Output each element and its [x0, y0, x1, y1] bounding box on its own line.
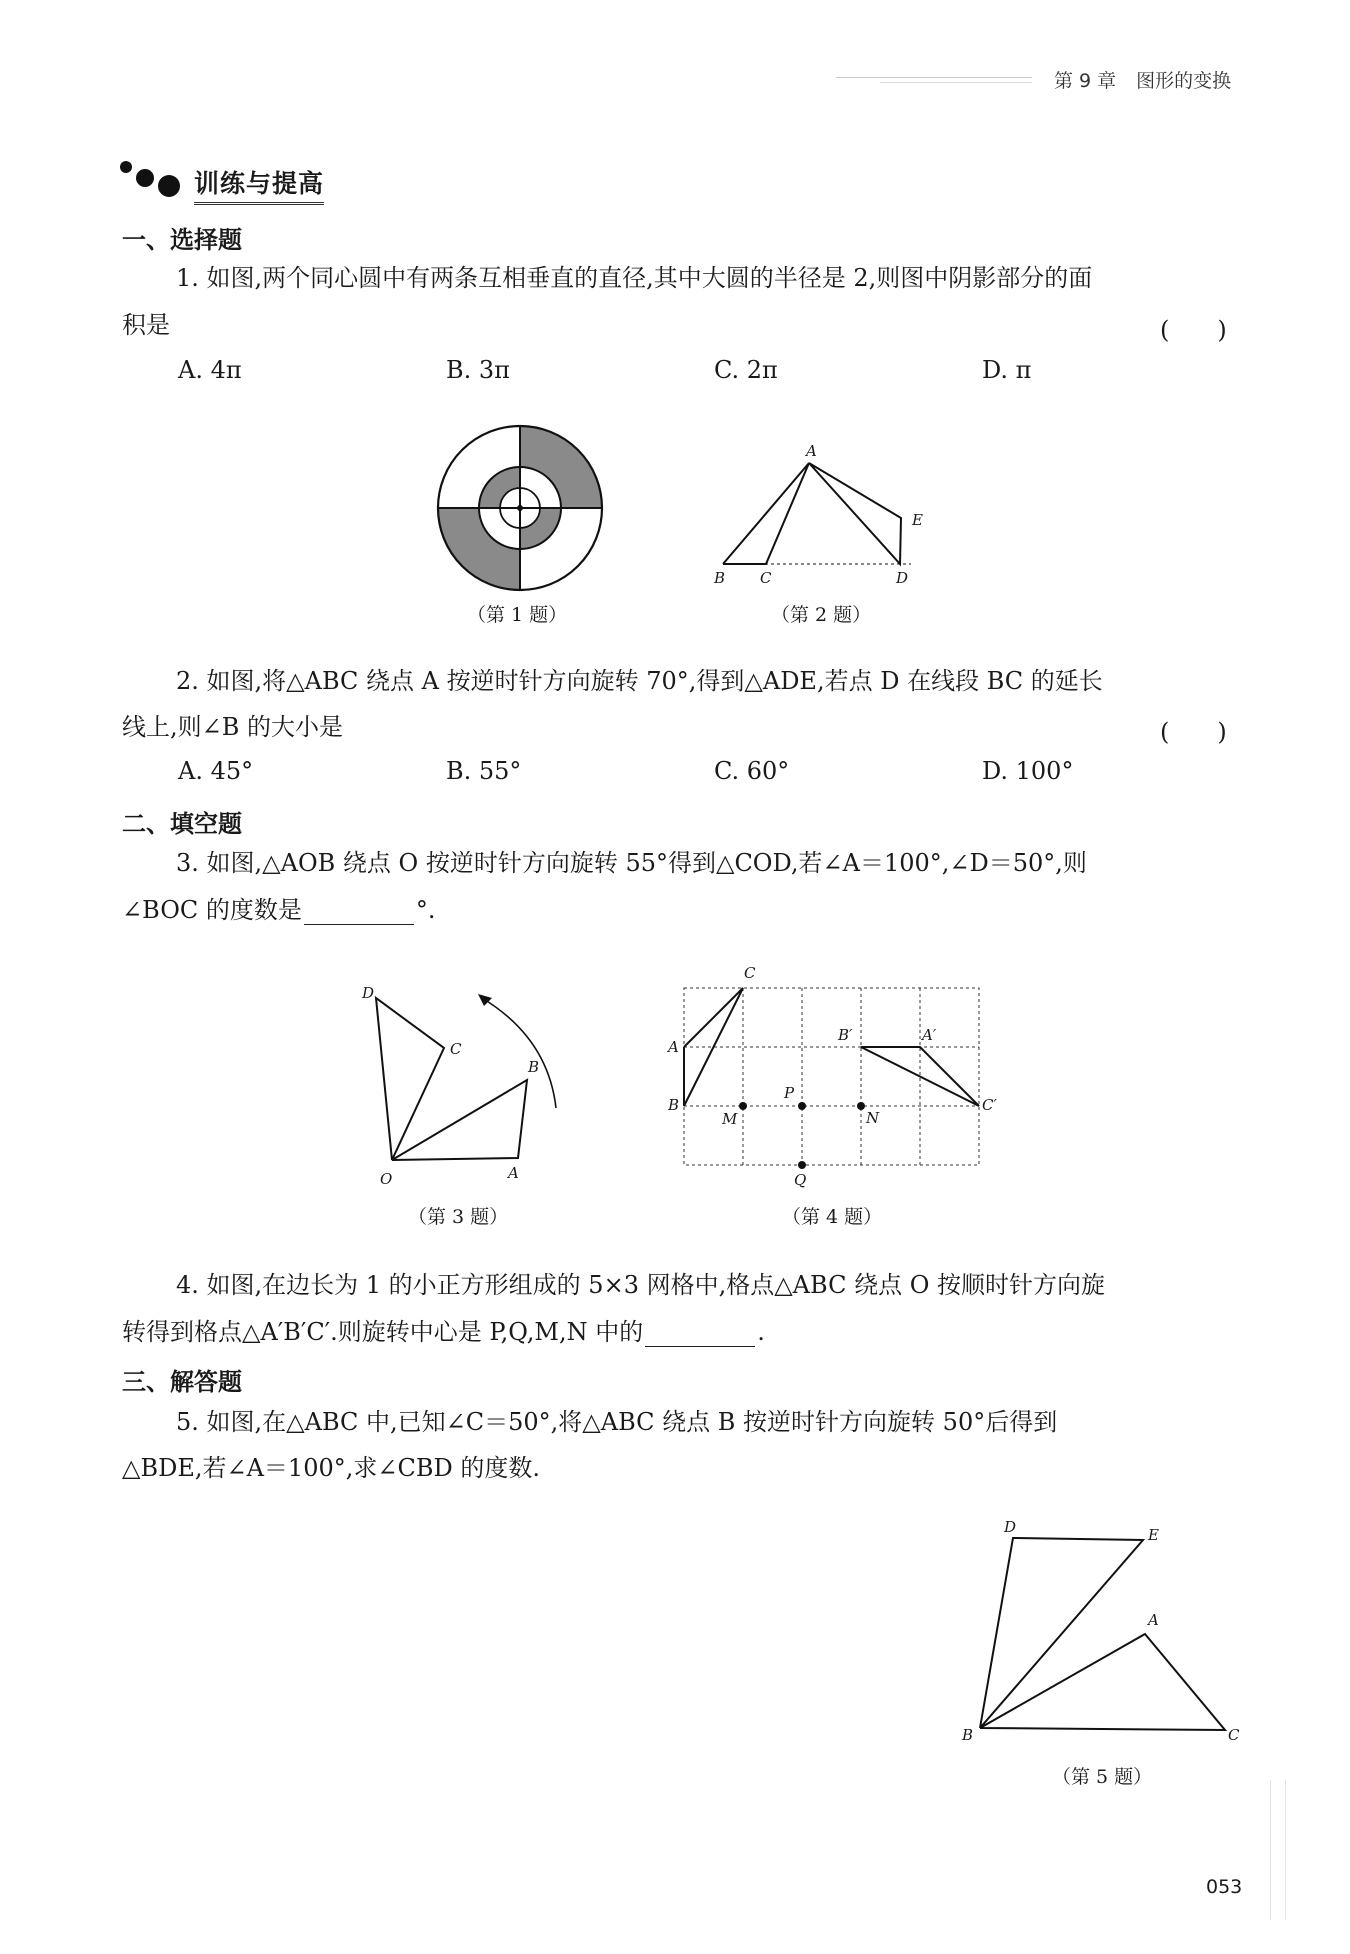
fig3-label-a: A	[508, 1164, 519, 1182]
running-header	[1054, 66, 1251, 93]
q5-line2: △BDE,若∠A＝100°,求∠CBD 的度数.	[122, 1454, 540, 1482]
figure-2-rotated-triangles	[706, 438, 946, 590]
q2-line1: 2. 如图,将△ABC 绕点 A 按逆时针方向旋转 70°,得到△ADE,若点 D 在线段 BC 的延长	[176, 667, 1103, 695]
figure-1-caption: （第 1 题）	[467, 604, 568, 626]
figure-3-caption: （第 3 题）	[408, 1206, 509, 1228]
q2-line2: 线上,则∠B 的大小是	[122, 713, 344, 741]
q1-option-b: B. 3π	[446, 356, 510, 384]
figure-3-rotation-about-o	[352, 976, 582, 1196]
q3-line2-suffix: °.	[415, 896, 436, 924]
part-heading-fill: 二、填空题	[122, 810, 242, 838]
fig4-label-c-prime: C′	[982, 1096, 997, 1114]
part-heading-solve: 三、解答题	[122, 1368, 242, 1396]
part-heading-choice: 一、选择题	[122, 226, 242, 254]
fig5-label-a: A	[1148, 1611, 1159, 1629]
q1-answer-paren: ( )	[1160, 316, 1227, 344]
section-title: 训练与提高	[194, 164, 324, 205]
header-rule	[836, 77, 1032, 78]
fig3-label-c: C	[450, 1040, 462, 1058]
q4-line2-text: 转得到格点△A′B′C′.则旋转中心是 P,Q,M,N 中的	[122, 1318, 644, 1346]
q5-line1: 5. 如图,在△ABC 中,已知∠C＝50°,将△ABC 绕点 B 按逆时针方向旋转 50°后得到	[176, 1408, 1058, 1436]
fig4-label-a: A	[668, 1038, 679, 1056]
fig2-label-c: C	[760, 569, 772, 587]
fig2-label-b: B	[714, 569, 726, 587]
section-dots-icon	[118, 158, 188, 204]
fig4-label-m: M	[722, 1110, 738, 1128]
q2-option-b: B. 55°	[446, 757, 522, 785]
fig2-label-a: A	[806, 442, 817, 460]
q1-line1: 1. 如图,两个同心圆中有两条互相垂直的直径,其中大圆的半径是 2,则图中阴影部分的面	[176, 264, 1093, 292]
q4-line1: 4. 如图,在边长为 1 的小正方形组成的 5×3 网格中,格点△ABC 绕点 O 按顺时针方向旋	[176, 1271, 1106, 1299]
header-rule-secondary	[880, 82, 1032, 83]
figure-5-rotated-triangles	[950, 1512, 1250, 1752]
q1-line2: 积是	[122, 311, 170, 339]
q3-line2-text: ∠BOC 的度数是	[122, 896, 302, 924]
q4-line2-suffix: .	[757, 1318, 765, 1346]
figure-4-caption: （第 4 题）	[782, 1206, 883, 1228]
figure-1-concentric-circles	[430, 418, 610, 598]
fig3-label-o: O	[380, 1170, 393, 1188]
fig4-label-b-prime: B′	[838, 1026, 853, 1044]
q3-line1: 3. 如图,△AOB 绕点 O 按逆时针方向旋转 55°得到△COD,若∠A＝100°,∠D＝50°,则	[176, 849, 1087, 877]
fig4-label-a-prime: A′	[922, 1026, 937, 1044]
q1-option-a: A. 4π	[178, 356, 242, 384]
figure-5-caption: （第 5 题）	[1052, 1766, 1153, 1788]
q2-option-d: D. 100°	[982, 757, 1074, 785]
fig4-label-n: N	[866, 1109, 880, 1127]
q2-option-c: C. 60°	[714, 757, 790, 785]
page-number: 053	[1206, 1876, 1243, 1898]
fig5-label-c: C	[1228, 1726, 1240, 1744]
fig5-label-d: D	[1004, 1518, 1017, 1536]
q3-answer-blank[interactable]	[304, 900, 414, 925]
q1-option-d: D. π	[982, 356, 1032, 384]
q4-answer-blank[interactable]	[645, 1322, 755, 1347]
fig5-label-e: E	[1148, 1526, 1159, 1544]
page-edge-lines	[1270, 1780, 1286, 1920]
q4-line2	[122, 1317, 765, 1347]
chapter-number: 第 9 章	[1054, 70, 1117, 92]
figure-4-grid-rotation	[664, 960, 1024, 1195]
fig3-label-b: B	[528, 1058, 540, 1076]
fig2-label-d: D	[896, 569, 909, 587]
q1-option-c: C. 2π	[714, 356, 778, 384]
figure-2-caption: （第 2 题）	[771, 604, 872, 626]
fig4-label-q: Q	[794, 1171, 807, 1189]
fig4-label-c: C	[744, 964, 756, 982]
chapter-title: 图形的变换	[1136, 70, 1232, 92]
fig3-label-d: D	[362, 984, 375, 1002]
fig2-label-e: E	[912, 511, 923, 529]
q3-line2	[122, 895, 436, 925]
q2-option-a: A. 45°	[178, 757, 254, 785]
fig4-label-p: P	[784, 1084, 795, 1102]
fig5-label-b: B	[962, 1726, 974, 1744]
fig4-label-b: B	[668, 1096, 680, 1114]
q2-answer-paren: ( )	[1160, 718, 1227, 746]
